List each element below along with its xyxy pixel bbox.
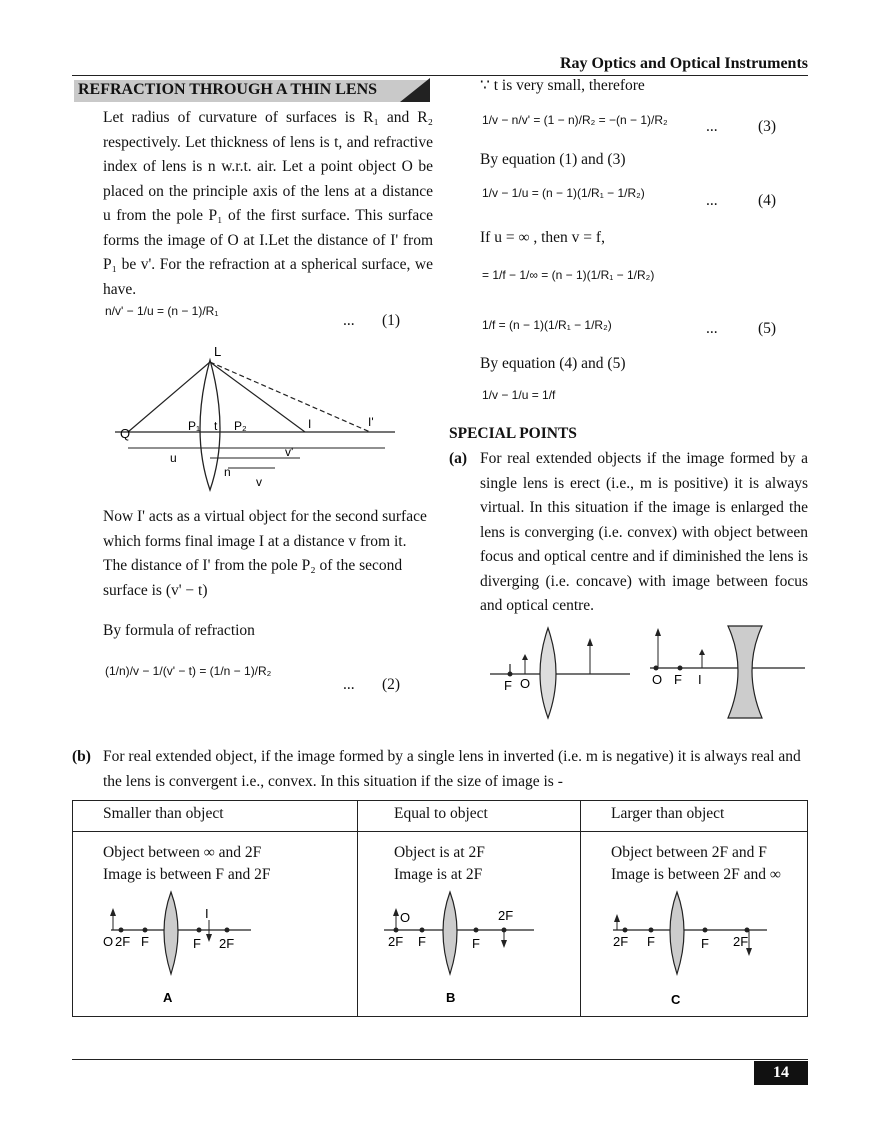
svg-text:F: F bbox=[418, 934, 426, 949]
svg-text:F: F bbox=[647, 934, 655, 949]
table-header-cell: Smaller than object bbox=[73, 801, 358, 832]
point-b-text: For real extended object, if the image formed by a single lens in inverted (i.e. m is negative) it is always real and the lens is convergent i.e., convex. In this situation if the size of image is - bbox=[103, 748, 801, 790]
section-corner-decoration bbox=[400, 78, 432, 104]
equation-4: 1/v − 1/u = (n − 1)(1/R₁ − 1/R₂) bbox=[482, 186, 645, 200]
cell-line-1: Object is at 2F bbox=[394, 844, 485, 861]
equation-5-number: (5) bbox=[758, 320, 777, 337]
label-P2: P₂ bbox=[234, 419, 247, 433]
fig-a-label-O2: O bbox=[652, 672, 663, 687]
point-a-label: (a) bbox=[449, 450, 468, 467]
svg-text:2F: 2F bbox=[115, 934, 131, 949]
figure-A bbox=[101, 890, 261, 1010]
image-size-table bbox=[72, 800, 808, 1017]
cell-line-1: Object between 2F and F bbox=[611, 844, 767, 861]
equation-1-number: (1) bbox=[382, 312, 401, 329]
equation-2-number: (2) bbox=[382, 676, 401, 693]
equation-2: (1/n)/v − 1/(v' − t) = (1/n − 1)/R₂ bbox=[105, 664, 272, 678]
cell-line-1: Object between ∞ and 2F bbox=[103, 844, 262, 861]
right-paragraph-1: ∵ t is very small, therefore bbox=[480, 77, 645, 94]
label-L: L bbox=[214, 344, 222, 359]
label-v-prime: v' bbox=[285, 445, 294, 459]
svg-text:O: O bbox=[103, 934, 114, 949]
equation-1-dots: ... bbox=[343, 312, 355, 329]
fig-a-label-F: F bbox=[504, 678, 512, 693]
svg-text:F: F bbox=[701, 936, 709, 951]
svg-text:F: F bbox=[472, 936, 480, 951]
cell-line-2: Image is between F and 2F bbox=[103, 866, 271, 883]
svg-text:O: O bbox=[400, 910, 411, 925]
fig-a-label-O: O bbox=[520, 676, 531, 691]
figure-B bbox=[374, 890, 544, 1010]
equation-2-dots: ... bbox=[343, 676, 355, 693]
svg-text:2F: 2F bbox=[733, 934, 749, 949]
special-points-title: SPECIAL POINTS bbox=[449, 425, 577, 442]
label-I: I bbox=[308, 417, 312, 431]
thick-lens-diagram bbox=[110, 340, 400, 495]
table-cell-A bbox=[73, 832, 358, 1017]
equation-5: 1/f = (n − 1)(1/R₁ − 1/R₂) bbox=[482, 318, 612, 332]
figure-C bbox=[607, 890, 777, 1010]
right-paragraph-2: By equation (1) and (3) bbox=[480, 151, 626, 168]
table-cell-B bbox=[358, 832, 581, 1017]
figure-label-B: B bbox=[446, 990, 456, 1005]
table-header-cell: Larger than object bbox=[581, 801, 808, 832]
equation-5-dots: ... bbox=[706, 320, 718, 337]
right-paragraph-4: By equation (4) and (5) bbox=[480, 355, 626, 372]
point-b-label: (b) bbox=[72, 748, 91, 765]
left-paragraph-1: Let radius of curvature of surfaces is R₁ and R₂ respectively. Let thickness of lens is t, and refractive index of lens is n w.r.t. air. Let a point object O be placed on the principle axis of the lens at a distance u from the pole P₁ of the first surface. This surface forms the image of O at I.Let the distance of I' from P₁ be v'. For the refraction at a spherical surface, we have. bbox=[103, 109, 433, 298]
table-cell-C bbox=[581, 832, 808, 1017]
svg-text:2F: 2F bbox=[388, 934, 404, 949]
equation-4-number: (4) bbox=[758, 192, 777, 209]
svg-text:I: I bbox=[205, 906, 209, 921]
equation-3-number: (3) bbox=[758, 118, 777, 135]
left-paragraph-2: Now I' acts as a virtual object for the second surface which forms final image I at a distance v from it. The distance of I' from the pole P₂ of the second surface is (v' − t) bbox=[103, 508, 427, 599]
equation-6: 1/v − 1/u = 1/f bbox=[482, 388, 556, 402]
right-paragraph-3: If u = ∞ , then v = f, bbox=[480, 229, 605, 246]
fig-a-label-I: I bbox=[698, 672, 702, 687]
point-a-text: For real extended objects if the image formed by a single lens is erect (i.e., m is positive) it is always virtual. In this situation if the image is enlarged the lens is converging (i.e. convex) with object between focus and optical centre and if diminished the lens is diverging (i.e. concave) with image between focus and optical centre. bbox=[480, 450, 808, 614]
header-rule bbox=[72, 75, 808, 76]
equation-3-dots: ... bbox=[706, 118, 718, 135]
label-t: t bbox=[214, 419, 218, 433]
figure-label-C: C bbox=[671, 992, 681, 1007]
label-u: u bbox=[170, 451, 177, 465]
figure-a-lenses bbox=[480, 622, 810, 722]
label-Q: Q bbox=[120, 426, 131, 441]
label-v: v bbox=[256, 475, 262, 489]
label-n: n bbox=[224, 465, 231, 479]
equation-1: n/v' − 1/u = (n − 1)/R₁ bbox=[105, 304, 219, 318]
svg-text:2F: 2F bbox=[613, 934, 629, 949]
page-number: 14 bbox=[754, 1061, 808, 1085]
cell-line-2: Image is between 2F and ∞ bbox=[611, 866, 781, 883]
label-P1: P₁ bbox=[188, 419, 201, 433]
page-header-title: Ray Optics and Optical Instruments bbox=[559, 55, 808, 72]
label-I-prime: I' bbox=[368, 415, 374, 429]
section-title: REFRACTION THROUGH A THIN LENS bbox=[78, 81, 378, 98]
figure-label-A: A bbox=[163, 990, 173, 1005]
svg-text:2F: 2F bbox=[219, 936, 235, 951]
footer-rule bbox=[72, 1059, 808, 1060]
equation-4-dots: ... bbox=[706, 192, 718, 209]
fig-a-label-F2: F bbox=[674, 672, 682, 687]
table-header-cell: Equal to object bbox=[358, 801, 581, 832]
equation-4b: = 1/f − 1/∞ = (n − 1)(1/R₁ − 1/R₂) bbox=[482, 268, 655, 282]
svg-text:F: F bbox=[193, 936, 201, 951]
svg-text:F: F bbox=[141, 934, 149, 949]
cell-line-2: Image is at 2F bbox=[394, 866, 483, 883]
left-paragraph-3: By formula of refraction bbox=[103, 622, 255, 639]
equation-3: 1/v − n/v' = (1 − n)/R₂ = −(n − 1)/R₂ bbox=[482, 113, 668, 127]
svg-text:2F: 2F bbox=[498, 908, 514, 923]
